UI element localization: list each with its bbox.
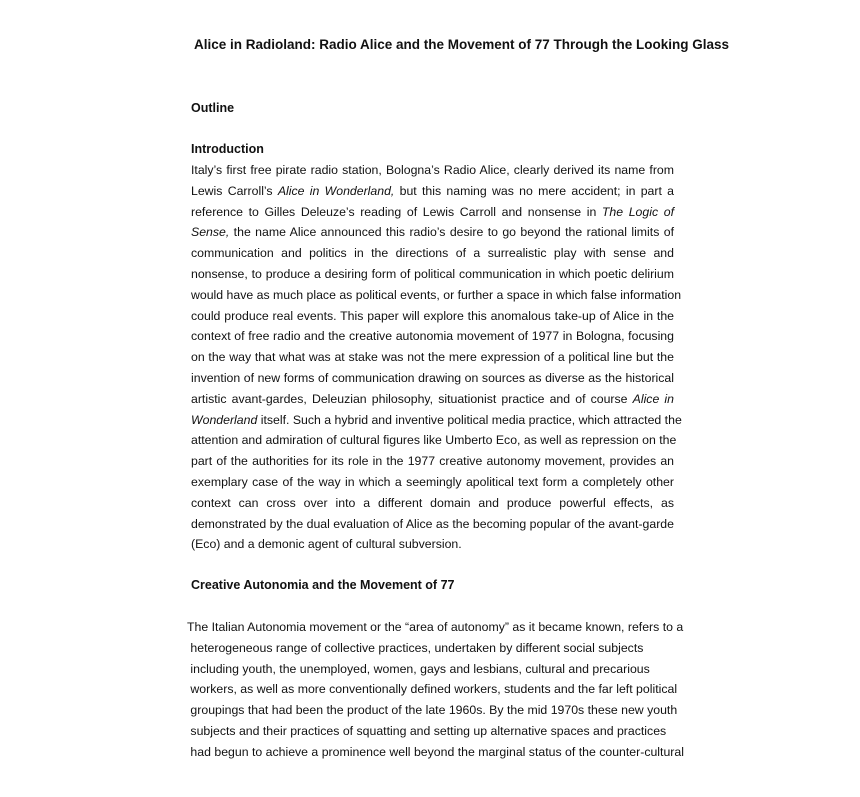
text-run: (Eco) and a demonic agent of cultural subversion. <box>191 537 462 552</box>
text-run: demonstrated by the dual evaluation of Alice as the becoming popular of the avant-garde <box>191 516 674 531</box>
text-run: itself. Such a hybrid and inventive political media practice, which attracted the <box>257 412 682 427</box>
outline-heading: Outline <box>191 101 235 115</box>
text-run: the name Alice announced this radio’s desire to go beyond the rational limits of <box>229 225 674 240</box>
text-line <box>191 493 674 514</box>
text-line: workers, as well as more conventionally defined workers, students and the far left political <box>187 682 678 697</box>
italic-title: Alice in Wonderland, <box>277 183 395 198</box>
text-line <box>191 368 674 389</box>
text-line <box>191 285 682 306</box>
text-run: part of the authorities for its role in the 1977 creative autonomy movement, provides an <box>191 454 674 469</box>
autonomia-heading: Creative Autonomia and the Movement of 77 <box>191 578 455 592</box>
text-line: The Italian Autonomia movement or the “area of autonomy” as it became known, refers to a <box>187 620 684 634</box>
text-run: exemplary case of the way in which a seemingly apolitical text form a completely other <box>191 474 674 489</box>
text-line: including youth, the unemployed, women, gays and lesbians, cultural and precarious <box>187 661 650 676</box>
document-title: Alice in Radioland: Radio Alice and the Movement of 77 Through the Looking Glass <box>194 37 730 52</box>
text-run: nonsense, to produce a desiring form of political communication in which poetic delirium <box>191 266 674 281</box>
text-run: communication and politics in the directions of a surrealistic play with sense and <box>191 246 674 261</box>
text-line <box>191 451 674 472</box>
text-run: attention and admiration of cultural figures like Umberto Eco, as well as repression on the <box>191 433 677 448</box>
text-line <box>191 181 674 202</box>
text-line <box>191 160 674 181</box>
autonomia-paragraph <box>187 617 684 763</box>
text-line <box>191 306 674 327</box>
text-line <box>191 243 674 264</box>
introduction-heading: Introduction <box>191 142 264 156</box>
text-line: subjects and their practices of squatting and setting up alternative spaces and practices <box>187 723 667 738</box>
text-line <box>191 389 674 410</box>
text-line <box>191 472 674 493</box>
text-run: context of free radio and the creative autonomia movement of 1977 in Bologna, focusing <box>191 329 674 344</box>
text-line <box>191 514 674 535</box>
italic-title: Wonderland <box>191 412 258 427</box>
text-run: context can cross over into a different domain and produce powerful effects, as <box>191 495 674 510</box>
text-run: on the way that what was at stake was not the mere expression of a political line but the <box>191 350 674 365</box>
text-run: Italy’s first free pirate radio station, Bologna’s Radio Alice, clearly derived its name from <box>191 163 674 177</box>
text-line <box>191 347 674 368</box>
text-line: heterogeneous range of collective practices, undertaken by different social subjects <box>187 640 644 655</box>
text-run: reference to Gilles Deleuze’s reading of Lewis Carroll and nonsense in <box>191 204 602 219</box>
text-run: could produce real events. This paper will explore this anomalous take-up of Alice in the <box>191 308 674 323</box>
italic-title: Alice in <box>632 391 674 406</box>
text-run: but this naming was no mere accident; in part a <box>394 183 675 198</box>
text-line <box>191 326 674 347</box>
text-line <box>191 264 674 285</box>
text-line: groupings that had been the product of the late 1960s. By the mid 1970s these new youth <box>187 703 678 718</box>
text-run: would have as much place as political events, or further a space in which false information <box>191 287 682 302</box>
text-run: Lewis Carroll’s <box>191 183 278 198</box>
text-line <box>191 222 674 243</box>
text-line: had begun to achieve a prominence well beyond the marginal status of the counter-cultural <box>187 744 684 759</box>
introduction-paragraph <box>191 160 682 555</box>
text-line <box>191 430 677 451</box>
text-line <box>191 410 682 431</box>
italic-title: The Logic of <box>601 204 674 219</box>
text-line <box>191 534 674 555</box>
text-line <box>191 202 674 223</box>
italic-title: Sense, <box>191 225 230 240</box>
text-run: artistic avant-gardes, Deleuzian philosophy, situationist practice and of course <box>191 391 633 406</box>
text-run: invention of new forms of communication drawing on sources as diverse as the historical <box>191 370 674 385</box>
